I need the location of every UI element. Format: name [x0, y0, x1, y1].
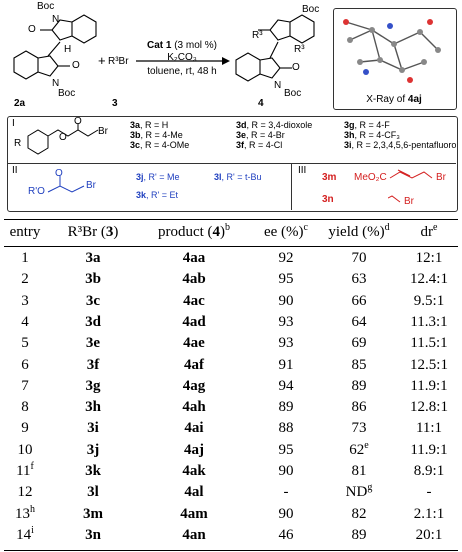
substrate-item: 3e, R = 4-Br — [236, 130, 285, 140]
table-row — [0, 357, 462, 377]
cell-r3br: 3l — [87, 484, 99, 501]
cell-ee: 95 — [278, 271, 294, 288]
table-row — [0, 524, 462, 547]
cell-yield: 62e — [349, 439, 369, 458]
xray-compound: 4aj — [407, 94, 422, 105]
cell-ee: 90 — [278, 505, 294, 522]
header-dr: $dr^e$ — [420, 222, 438, 240]
cell-dr: 2.1:1 — [413, 505, 445, 522]
br-label: Br — [404, 196, 414, 207]
cell-product: 4am — [180, 505, 208, 522]
table-rule — [4, 219, 458, 220]
nitrogen-label: N — [52, 78, 60, 89]
header-entry: entry — [9, 224, 41, 240]
cell-dr: 8.9:1 — [413, 463, 445, 479]
cell-yield: 63 — [351, 271, 367, 288]
cell-yield: 70 — [351, 250, 367, 266]
cell-yield: $ND^g$ — [345, 482, 373, 501]
cell-entry: 14$^i$ — [16, 524, 34, 543]
cell-dr: 20:1 — [415, 526, 443, 543]
substrate-item: 3l, R' = t-Bu — [214, 172, 262, 182]
substrate-id: 3n — [322, 194, 334, 205]
conditions-label: toluene, rt, 48 h — [147, 66, 217, 77]
cell-entry: 1 — [21, 250, 29, 266]
cell-entry: 7 — [21, 377, 29, 394]
cell-product: 4ae — [183, 335, 205, 352]
section-label: III — [298, 165, 307, 176]
header-product: product $(4)^b$ — [157, 222, 231, 240]
cell-ee: 95 — [278, 441, 294, 458]
cell-yield: 85 — [351, 356, 367, 373]
cell-dr: 12:1 — [415, 250, 443, 266]
cell-r3br: 3h — [85, 399, 101, 416]
cell-entry: 11$^f$ — [16, 461, 34, 479]
table-row — [0, 271, 462, 291]
table-header-row — [0, 224, 462, 244]
reactant-3-label: 3 — [112, 98, 118, 109]
cell-r3br: 3a — [85, 250, 101, 266]
o-label: O — [59, 132, 67, 143]
cell-ee: 93 — [278, 335, 294, 352]
boc-label: Boc — [284, 88, 302, 99]
cell-ee: 94 — [278, 377, 294, 394]
table-row — [0, 250, 462, 270]
cell-dr: 11.9:1 — [410, 377, 448, 394]
xray-caption — [333, 94, 455, 105]
substrate-item: 3j, R' = Me — [136, 172, 180, 182]
substrate-id: 3m — [322, 172, 337, 183]
substrate-item: 3d, R = 3,4-dioxole — [236, 120, 313, 130]
r3-label: R³ — [252, 30, 263, 41]
cell-dr: 9.5:1 — [413, 292, 445, 309]
substrate-item: 3a, R = H — [130, 120, 169, 130]
substrate-item: 3h, R = 4-CF₃ — [344, 130, 400, 140]
cell-product: 4ah — [182, 399, 206, 416]
cell-r3br: 3b — [85, 271, 101, 288]
nitrogen-label: N — [52, 14, 60, 25]
table-row — [0, 420, 462, 440]
cell-ee: 93 — [278, 313, 294, 330]
cell-dr: 12.5:1 — [410, 356, 448, 373]
cell-dr: 11.5:1 — [410, 335, 448, 352]
reagent-label: R³Br — [108, 56, 129, 67]
substrate-formula: MeO₂C — [354, 172, 387, 183]
catalyst-name: Cat 1 — [146, 40, 172, 51]
cell-r3br: 3d — [85, 313, 101, 330]
table-row — [0, 335, 462, 355]
br-label: Br — [98, 126, 108, 137]
cell-r3br: 3f — [86, 356, 100, 373]
substrate-item: 3b, R = 4-Me — [130, 130, 183, 140]
cell-r3br: 3m — [83, 505, 103, 522]
catalyst-line — [140, 40, 224, 51]
cell-ee: 91 — [278, 356, 294, 373]
substrate-item: 3i, R = 2,3,4,5,6-pentafluoro — [344, 140, 457, 150]
ro-label: R'O — [28, 186, 45, 197]
cell-entry: 5 — [21, 335, 29, 352]
section-label: II — [12, 165, 18, 176]
cell-entry: 3 — [21, 292, 29, 309]
cell-ee: 89 — [278, 399, 294, 416]
plus-sign: + — [98, 53, 106, 68]
table-row — [0, 484, 462, 504]
base-label: K₂CO₃ — [167, 52, 197, 63]
table-row — [0, 314, 462, 334]
cell-product: 4ac — [183, 292, 205, 309]
cell-ee: 90 — [278, 292, 294, 309]
cell-dr: 11:1 — [415, 420, 443, 437]
cell-product: 4af — [184, 356, 204, 373]
r3-label: R³ — [294, 44, 305, 55]
h-label: H — [64, 44, 72, 55]
o-label: O — [74, 116, 82, 127]
substrate-column — [344, 120, 456, 150]
substrate-item: 3c, R = 4-OMe — [130, 140, 190, 150]
cell-r3br: 3i — [87, 420, 99, 437]
cell-ee: 46 — [278, 526, 294, 543]
cell-product: 4ai — [184, 420, 204, 437]
cell-product: 4ab — [182, 271, 206, 288]
cell-entry: 10 — [17, 441, 33, 458]
cell-entry: 2 — [21, 271, 29, 288]
cell-entry: 12 — [17, 484, 33, 501]
cell-yield: 66 — [351, 292, 367, 309]
nitrogen-label: N — [274, 80, 282, 91]
table-rule — [4, 246, 458, 247]
substrate-column — [236, 120, 312, 150]
cell-dr: 11.3:1 — [410, 313, 448, 330]
cell-yield: 86 — [351, 399, 367, 416]
alkyl-bromoacetate-structure — [40, 172, 110, 202]
cell-yield: 82 — [351, 505, 367, 522]
br-label: Br — [86, 180, 96, 191]
catalyst-loading: (3 mol %) — [171, 40, 217, 51]
boc-label: Boc — [37, 1, 55, 12]
cell-product: 4ad — [182, 313, 206, 330]
header-r3br: R³Br (3) — [67, 224, 119, 240]
product-4-label: 4 — [258, 98, 264, 109]
cell-entry: 13$^h$ — [15, 503, 35, 522]
cell-r3br: 3e — [85, 335, 101, 352]
boc-label: Boc — [58, 88, 76, 99]
cell-dr: 11.9:1 — [410, 441, 448, 458]
cell-yield: 69 — [351, 335, 367, 352]
br-label: Br — [436, 172, 446, 183]
cell-entry: 4 — [21, 313, 29, 330]
table-row — [0, 399, 462, 419]
cell-ee: 90 — [278, 463, 294, 479]
cell-entry: 6 — [21, 356, 29, 373]
substrate-item: 3g, R = 4-F — [344, 120, 390, 130]
cell-r3br: 3c — [85, 292, 101, 309]
cell-product: 4aj — [184, 441, 204, 458]
cell-entry: 8 — [21, 399, 29, 416]
table-row — [0, 293, 462, 313]
table-rule — [4, 550, 458, 551]
cell-product: 4aa — [182, 250, 206, 266]
cell-dr: - — [426, 484, 432, 501]
table-row — [0, 503, 462, 526]
substrate-column — [130, 120, 189, 150]
cell-product: 4ak — [182, 463, 206, 479]
xray-caption-prefix: X-Ray of — [366, 94, 408, 105]
cell-product: 4al — [184, 484, 204, 501]
table-row — [0, 378, 462, 398]
cell-r3br: 3k — [85, 463, 101, 479]
carbonyl-o-label: O — [28, 24, 36, 35]
substrate-divider — [291, 163, 292, 210]
header-yield: yield (%)$^d$ — [328, 222, 390, 240]
cell-ee: 88 — [278, 420, 294, 437]
substrate-item: 3k, R' = Et — [136, 190, 178, 200]
section-label: I — [12, 118, 15, 129]
cell-yield: 89 — [351, 526, 367, 543]
reactant-2a-label: 2a — [14, 98, 26, 109]
cell-product: 4an — [182, 526, 206, 543]
cell-yield: 73 — [351, 420, 367, 437]
carbonyl-o-label: O — [292, 62, 300, 73]
cell-yield: 64 — [351, 313, 367, 330]
r-label: R — [14, 138, 22, 149]
o-label: O — [55, 168, 63, 179]
cell-r3br: 3n — [85, 526, 101, 543]
table-row — [0, 439, 462, 462]
carbonyl-o-label: O — [72, 60, 80, 71]
table-row — [0, 463, 462, 483]
cell-dr: 12.8:1 — [410, 399, 448, 416]
substrate-item: 3f, R = 4-Cl — [236, 140, 283, 150]
header-ee: ee (%)$^c$ — [263, 222, 308, 240]
cell-r3br: 3g — [85, 377, 101, 394]
cell-entry: 9 — [21, 420, 29, 437]
cell-product: 4ag — [182, 377, 206, 394]
cell-yield: 89 — [351, 377, 367, 394]
cell-ee: - — [283, 484, 289, 501]
cell-yield: 81 — [351, 463, 367, 479]
cell-r3br: 3j — [86, 441, 100, 458]
cell-ee: 92 — [278, 250, 294, 266]
cell-dr: 12.4:1 — [410, 271, 448, 288]
boc-label: Boc — [302, 4, 320, 15]
